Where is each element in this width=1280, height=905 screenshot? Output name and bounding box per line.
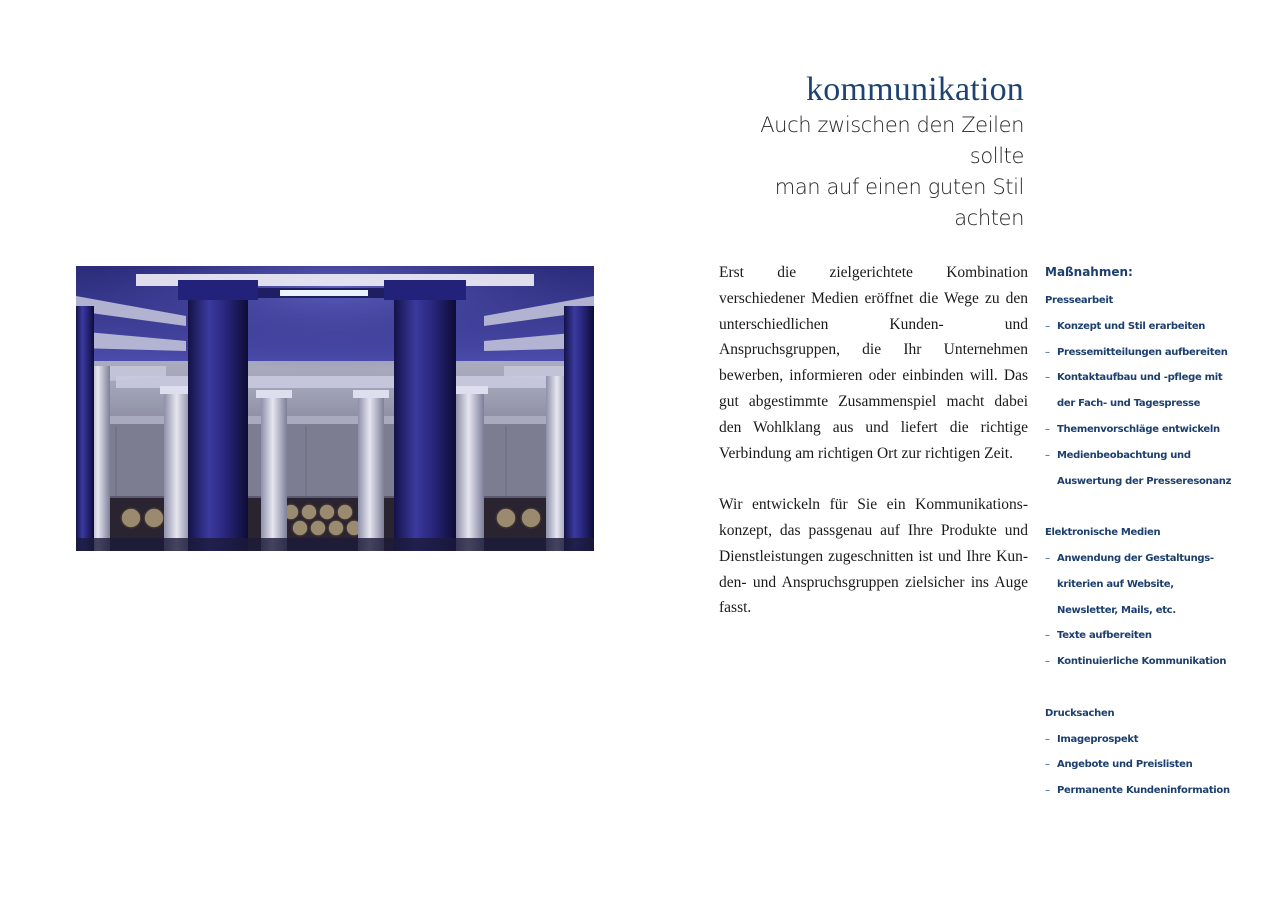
list-item: – Texte aufbereiten bbox=[1045, 623, 1235, 649]
measures-group-elektronische-medien bbox=[1045, 520, 1235, 675]
subtitle-line-1: Auch zwischen den Zeilen sollte bbox=[760, 113, 1024, 168]
measures-title: Maßnahmen: bbox=[1045, 265, 1133, 279]
page-title: kommunikation bbox=[806, 71, 1024, 108]
list-item: – Pressemitteilungen aufbereiten bbox=[1045, 340, 1235, 366]
cellar-photo bbox=[76, 266, 594, 551]
list-item: – Imageprospekt bbox=[1045, 727, 1235, 753]
page-subtitle bbox=[700, 110, 1024, 234]
wine-cellar-columns-image bbox=[76, 266, 594, 551]
measures-group-pressearbeit bbox=[1045, 288, 1235, 494]
measures-group-drucksachen bbox=[1045, 701, 1235, 804]
list-item: – Kontinuierliche Kommunikation bbox=[1045, 649, 1235, 675]
group-heading: Pressearbeit bbox=[1045, 295, 1113, 306]
list-item: – Angebote und Preislisten bbox=[1045, 752, 1235, 778]
group-heading: Elektronische Medien bbox=[1045, 527, 1161, 539]
list-item: – Kontaktaufbau und -pflege mit der Fach- und Tagespresse bbox=[1045, 365, 1235, 417]
list-item: – Permanente Kundeninformation bbox=[1045, 778, 1235, 804]
list-item: – Konzept und Stil erarbeiten bbox=[1045, 314, 1235, 340]
list-item: – Medienbeobachtung und Auswertung der Presseresonanz bbox=[1045, 443, 1235, 495]
measures-list bbox=[1045, 262, 1235, 830]
group-heading: Drucksachen bbox=[1045, 707, 1115, 719]
body-paragraph-1: Erst die zielgerichtete Kombination verschiedener Medien eröffnet die Wege zu den unterschiedlichen Kunden- und Anspruchsgruppen, die Ihr Unternehmen bewerben, informieren oder einbinden will. Das gut abgestimmte Zusammenspiel macht dabei den Wohlklang aus und liefert die richtige Verbindung am richtigen Ort zur richtigen Zeit. bbox=[719, 264, 1028, 462]
list-item: – Themenvorschläge entwickeln bbox=[1045, 417, 1235, 443]
body-paragraph-2: Wir entwickeln für Sie ein Kommunikationskonzept, das passgenau auf Ihre Produkte und Dienstleistungen zugeschnitten ist und Ihre Kunden- und Anspruchsgruppen zielsicher ins Auge fasst. bbox=[719, 496, 1028, 617]
list-item: – Anwendung der Gestaltungskriterien auf Website, Newsletter, Mails, etc. bbox=[1045, 546, 1235, 623]
section-heading bbox=[700, 70, 1024, 234]
subtitle-line-2: man auf einen guten Stil achten bbox=[774, 175, 1024, 230]
body-text bbox=[719, 260, 1028, 647]
